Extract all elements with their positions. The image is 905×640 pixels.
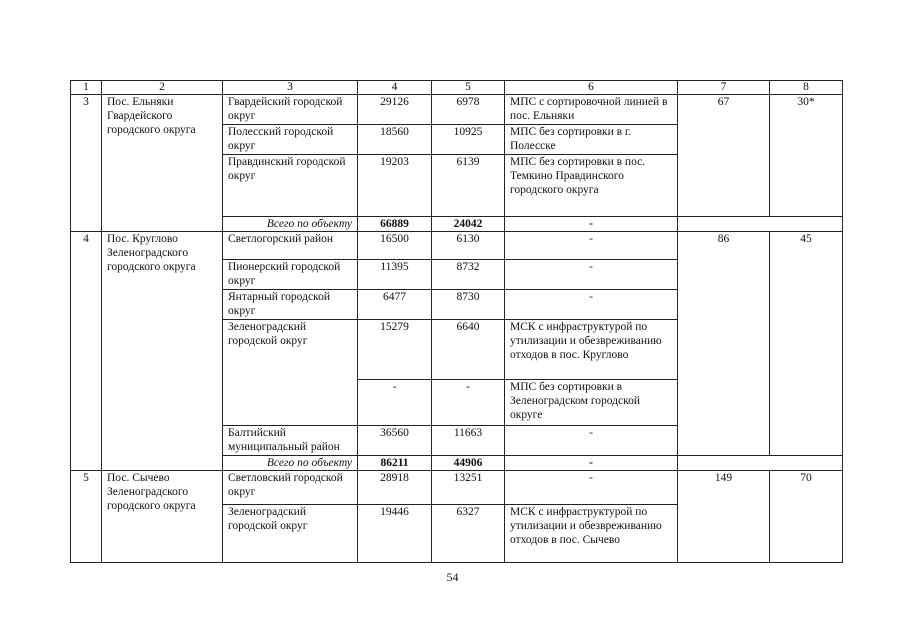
value-cell: 13251 <box>432 471 505 505</box>
facility-cell: - <box>505 426 678 456</box>
value-cell: 10925 <box>432 125 505 155</box>
facility-cell: МСК с инфраструктурой по утилизации и обезвреживанию отходов в пос. Круглово <box>505 320 678 380</box>
col7-cell: 86 <box>678 232 770 456</box>
waste-objects-table <box>70 80 843 563</box>
table-row <box>71 232 843 260</box>
value-cell: 6139 <box>432 155 505 217</box>
value-cell: 6978 <box>432 95 505 125</box>
total-value: - <box>505 217 678 232</box>
district-cell: Зеленоградский городской округ <box>223 320 358 426</box>
object-site: Пос. Круглово Зеленоградского городского округа <box>102 232 223 471</box>
col8-cell: 45 <box>770 232 843 456</box>
facility-cell: - <box>505 290 678 320</box>
value-cell: 18560 <box>358 125 432 155</box>
object-number: 3 <box>71 95 102 232</box>
district-cell: Балтийский муниципальный район <box>223 426 358 456</box>
total-value: 86211 <box>358 456 432 471</box>
empty-cell <box>770 217 843 232</box>
col-header: 6 <box>505 81 678 95</box>
facility-cell: МПС без сортировки в Зеленоградском городской округе <box>505 380 678 426</box>
value-cell: 29126 <box>358 95 432 125</box>
district-cell: Зеленоградский городской округ <box>223 505 358 563</box>
col-header: 7 <box>678 81 770 95</box>
col-header: 5 <box>432 81 505 95</box>
facility-cell: МПС без сортировки в г. Полесске <box>505 125 678 155</box>
total-value: 24042 <box>432 217 505 232</box>
district-cell: Гвардейский городской округ <box>223 95 358 125</box>
value-cell: 6130 <box>432 232 505 260</box>
object-site: Пос. Ельняки Гвардейского городского округа <box>102 95 223 232</box>
object-site: Пос. Сычево Зеленоградского городского округа <box>102 471 223 563</box>
value-cell: 8730 <box>432 290 505 320</box>
value-cell: 6327 <box>432 505 505 563</box>
facility-cell: - <box>505 471 678 505</box>
object-number: 4 <box>71 232 102 471</box>
col7-cell: 149 <box>678 471 770 563</box>
facility-cell: - <box>505 232 678 260</box>
district-cell: Светлогорский район <box>223 232 358 260</box>
value-cell: 19203 <box>358 155 432 217</box>
object-number: 5 <box>71 471 102 563</box>
col8-cell: 30* <box>770 95 843 217</box>
district-cell: Правдинский городской округ <box>223 155 358 217</box>
facility-cell: МСК с инфраструктурой по утилизации и обезвреживанию отходов в пос. Сычево <box>505 505 678 563</box>
value-cell: 11395 <box>358 260 432 290</box>
value-cell: 36560 <box>358 426 432 456</box>
table-row <box>71 95 843 125</box>
facility-cell: - <box>505 260 678 290</box>
col8-cell: 70 <box>770 471 843 563</box>
col-header: 2 <box>102 81 223 95</box>
col-header: 1 <box>71 81 102 95</box>
value-cell: 8732 <box>432 260 505 290</box>
col7-cell: 67 <box>678 95 770 217</box>
total-value: - <box>505 456 678 471</box>
col-header: 8 <box>770 81 843 95</box>
value-cell: - <box>358 380 432 426</box>
page-number: 54 <box>446 570 459 584</box>
col-header: 3 <box>223 81 358 95</box>
district-cell: Янтарный городской округ <box>223 290 358 320</box>
total-label: Всего по объекту <box>223 456 358 471</box>
header-row <box>71 81 843 95</box>
value-cell: 15279 <box>358 320 432 380</box>
value-cell: 6477 <box>358 290 432 320</box>
value-cell: 6640 <box>432 320 505 380</box>
value-cell: 28918 <box>358 471 432 505</box>
facility-cell: МПС без сортировки в пос. Темкино Правдинского городского округа <box>505 155 678 217</box>
total-value: 44906 <box>432 456 505 471</box>
col-header: 4 <box>358 81 432 95</box>
value-cell: 11663 <box>432 426 505 456</box>
total-label: Всего по объекту <box>223 217 358 232</box>
district-cell: Полесский городской округ <box>223 125 358 155</box>
value-cell: - <box>432 380 505 426</box>
empty-cell <box>678 456 770 471</box>
facility-cell: МПС с сортировочной линией в пос. Ельняки <box>505 95 678 125</box>
value-cell: 19446 <box>358 505 432 563</box>
empty-cell <box>770 456 843 471</box>
district-cell: Светловский городской округ <box>223 471 358 505</box>
value-cell: 16500 <box>358 232 432 260</box>
district-cell: Пионерский городской округ <box>223 260 358 290</box>
table-row <box>71 471 843 505</box>
total-value: 66889 <box>358 217 432 232</box>
empty-cell <box>678 217 770 232</box>
